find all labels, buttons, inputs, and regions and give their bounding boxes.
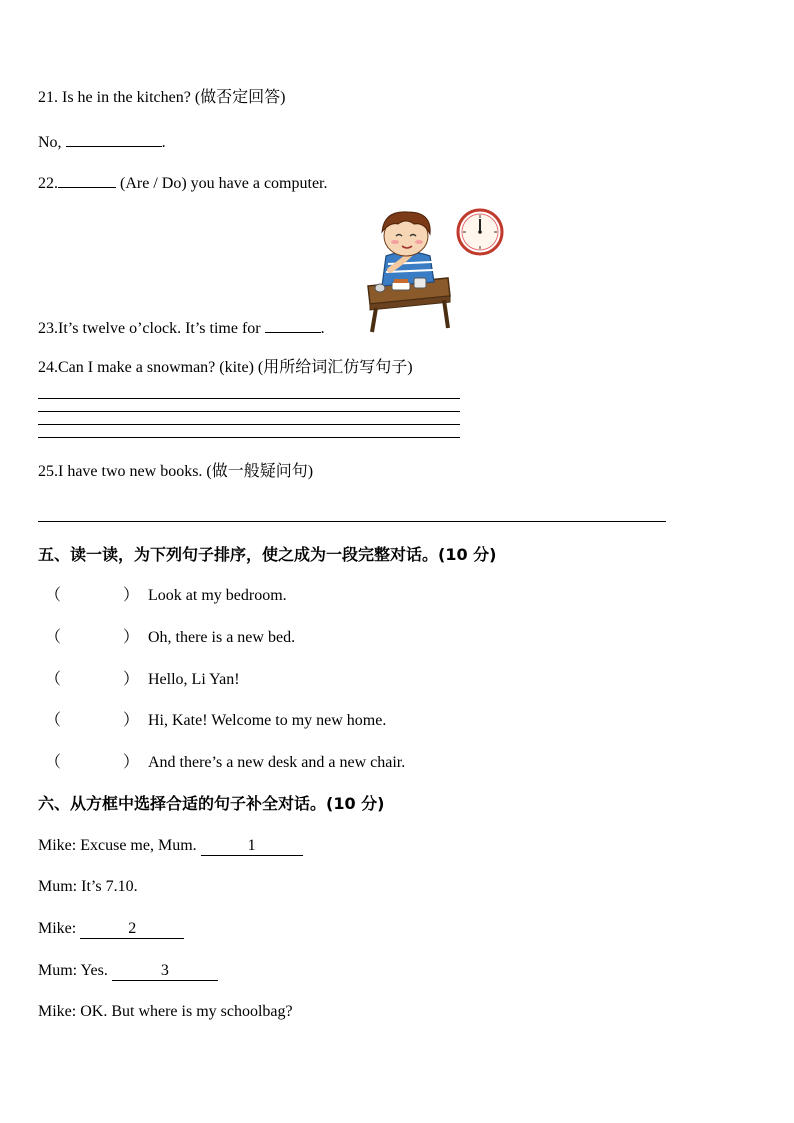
answer-21-prefix: No, [38, 134, 66, 151]
question-21: 21. Is he in the kitchen? (做否定回答) [38, 89, 286, 106]
order-item-3-paren-left: （ [45, 671, 62, 688]
dialogue-blank-3[interactable]: 3 [112, 962, 218, 981]
clock-icon [456, 208, 504, 256]
order-item-5-paren-left: （ [45, 754, 62, 771]
order-item-4-paren-right: ） [123, 712, 140, 729]
dialogue-line-1-text: Excuse me, Mum. [76, 837, 201, 854]
question-24: 24.Can I make a snowman? (kite) (用所给词汇仿写句子) [38, 359, 413, 376]
dialogue-line-5 [38, 1002, 293, 1022]
order-item-3-text: Hello, Li Yan! [148, 671, 240, 688]
question-22-blank[interactable] [58, 171, 116, 188]
order-item-5-text: And there’s a new desk and a new chair. [148, 754, 406, 771]
dialogue-line-4-text: Yes. [77, 962, 112, 979]
dialogue-line-4 [38, 961, 218, 981]
answer-21-line [38, 130, 166, 153]
order-item-4-paren-left: （ [45, 712, 62, 729]
dialogue-blank-1[interactable]: 1 [201, 837, 303, 856]
answer-25-line[interactable] [38, 521, 666, 522]
order-item-2-paren-right: ） [123, 629, 140, 646]
dialogue-line-3 [38, 919, 184, 939]
dialogue-line-1 [38, 836, 303, 856]
answer-24-line-4[interactable] [38, 437, 460, 438]
answer-21-suffix: . [161, 134, 166, 151]
order-item-2-paren-left: （ [45, 629, 62, 646]
question-22 [38, 171, 327, 194]
dialogue-line-2-speaker: Mum: [38, 878, 78, 895]
dialogue-blank-2[interactable]: 2 [80, 920, 184, 939]
dialogue-line-2 [38, 877, 138, 897]
answer-21-blank[interactable] [66, 130, 162, 147]
order-item-2-text: Oh, there is a new bed. [148, 629, 296, 646]
order-item-1-paren-left: （ [45, 587, 62, 604]
order-item-3-paren-right: ） [123, 671, 140, 688]
section-5-heading: 五、读一读，为下列句子排序，使之成为一段完整对话。(10 分) [38, 545, 497, 564]
dialogue-line-5-speaker: Mike: [38, 1003, 77, 1020]
question-25: 25.I have two new books. (做一般疑问句) [38, 463, 314, 480]
answer-24-line-1[interactable] [38, 398, 460, 399]
question-23-blank[interactable] [265, 316, 321, 333]
dialogue-line-1-speaker: Mike: [38, 837, 77, 854]
dialogue-line-4-speaker: Mum: [38, 962, 78, 979]
order-item-5-paren-right: ） [123, 754, 140, 771]
dialogue-line-5-text: OK. But where is my schoolbag? [76, 1003, 293, 1020]
question-22-number: 22. [38, 175, 58, 192]
dialogue-line-3-speaker: Mike: [38, 920, 77, 937]
question-23-suffix: . [320, 320, 325, 337]
dialogue-line-2-text: It’s 7.10. [77, 878, 138, 895]
answer-24-line-2[interactable] [38, 411, 460, 412]
question-23 [38, 316, 325, 339]
order-item-1-paren-right: ） [123, 587, 140, 604]
section-6-heading: 六、从方框中选择合适的句子补全对话。(10 分) [38, 794, 385, 813]
question-22-text: (Are / Do) you have a computer. [116, 175, 328, 192]
boy-eating-illustration [362, 208, 454, 336]
order-item-4-text: Hi, Kate! Welcome to my new home. [148, 712, 387, 729]
order-item-1-text: Look at my bedroom. [148, 587, 287, 604]
answer-24-line-3[interactable] [38, 424, 460, 425]
question-23-text: 23.It’s twelve o’clock. It’s time for [38, 320, 265, 337]
